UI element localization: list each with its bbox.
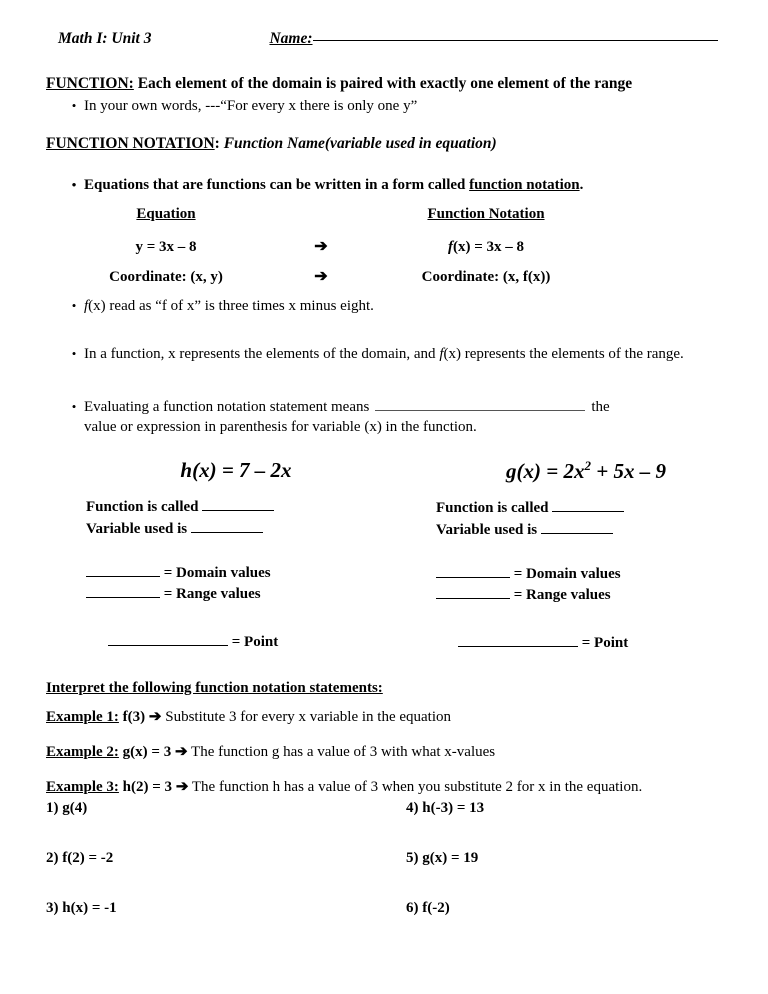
equation-g-exponent: 2: [584, 458, 591, 473]
domain-range-text-1: In a function, x represents the elements of the domain, and: [84, 346, 440, 362]
problem-row: [46, 850, 746, 900]
equation-g-part2: + 5x – 9: [590, 459, 666, 483]
label-range-values: = Range values: [513, 587, 611, 604]
bullet-marker: •: [71, 298, 77, 313]
bullet-marker: •: [71, 399, 77, 414]
label-point: = Point: [231, 634, 279, 650]
function-notation-heading: [46, 135, 746, 153]
h-domain-line: [86, 563, 396, 585]
table-header-row: [46, 206, 736, 236]
problem-item: 2) f(2) = -2: [46, 850, 114, 866]
bullet-text: In your own words, ---“For every x there is only one y”: [84, 98, 418, 114]
function-practice-columns: [46, 458, 746, 655]
example-label: Example 2:: [46, 744, 119, 760]
example-expression: h(2) = 3: [122, 779, 173, 795]
example-label: Example 3:: [46, 779, 119, 795]
equation-cell: y = 3x – 8: [135, 239, 197, 255]
g-range-line: [436, 585, 746, 607]
domain-range-bullet: [64, 345, 734, 365]
label-range-values: = Range values: [163, 586, 261, 603]
h-variable-used-line: [86, 519, 396, 541]
evaluating-text-3: value or expression in parenthesis for variable (x) in the function.: [84, 418, 477, 435]
function-definition: [46, 75, 746, 93]
h-point-line: [86, 632, 396, 654]
function-definition-text: Each element of the domain is paired with exactly one element of the range: [137, 75, 633, 92]
g-domain-line: [436, 564, 746, 586]
name-field-group: [269, 30, 718, 48]
column-header-function-notation: Function Notation: [427, 206, 545, 222]
problem-item: 5) g(x) = 19: [406, 850, 479, 866]
function-definition-bullet: [64, 97, 714, 117]
g-function-called-line: [436, 498, 746, 520]
function-letter: f: [439, 346, 444, 362]
h-function-called-line: [86, 497, 396, 519]
interpret-heading: Interpret the following function notation statements:: [46, 680, 383, 696]
arrow-icon: ➔: [174, 744, 188, 760]
function-notation-bullet: [64, 176, 729, 196]
coordinate-notation-cell: Coordinate: (x, f(x)): [421, 269, 551, 285]
table-row: [46, 266, 736, 296]
example-explanation: The function g has a value of 3 with what x-values: [191, 744, 496, 760]
problem-set: [46, 800, 746, 950]
name-write-in-line[interactable]: [313, 39, 718, 41]
g-domain-blank[interactable]: [436, 577, 510, 578]
read-as-bullet: [64, 297, 724, 317]
h-variable-blank[interactable]: [191, 532, 263, 533]
example-explanation: The function h has a value of 3 when you substitute 2 for x in the equation.: [191, 779, 643, 795]
domain-range-text-2: (x) represents the elements of the range.: [443, 346, 684, 362]
label-point: = Point: [581, 635, 629, 651]
function-notation-rest: (x) = 3x – 8: [452, 239, 525, 255]
table-row: [46, 236, 736, 266]
example-explanation: Substitute 3 for every x variable in the equation: [165, 709, 452, 725]
equation-g-part1: g(x) = 2x: [506, 459, 585, 483]
label-function-is-called: Function is called: [436, 500, 549, 516]
evaluating-bullet: [64, 398, 744, 438]
function-notation-term: FUNCTION NOTATION: [46, 135, 215, 152]
problem-item: 3) h(x) = -1: [46, 900, 117, 916]
example-row: [46, 780, 756, 795]
equation-h: h(x) = 7 – 2x: [180, 458, 292, 482]
function-notation-form: Function Name(variable used in equation): [223, 135, 497, 152]
coordinate-cell: Coordinate: (x, y): [109, 269, 223, 285]
arrow-icon: ➔: [148, 709, 162, 725]
bullet-marker: •: [71, 346, 77, 361]
problem-row: [46, 900, 746, 950]
h-domain-blank[interactable]: [86, 576, 160, 577]
page-header: [58, 30, 718, 48]
label-variable-used-is: Variable used is: [86, 520, 188, 537]
bullet-text-underlined: function notation: [469, 177, 580, 193]
bullet-marker: •: [71, 177, 77, 192]
problem-item: 4) h(-3) = 13: [406, 800, 485, 816]
equation-notation-table: [46, 206, 736, 296]
label-domain-values: = Domain values: [163, 564, 271, 581]
function-notation-cell: [356, 239, 616, 256]
h-point-blank[interactable]: [108, 645, 228, 646]
evaluating-text-2: the: [591, 399, 610, 415]
evaluating-text-1: Evaluating a function notation statement means: [84, 399, 370, 415]
g-point-line: [436, 633, 746, 655]
label-variable-used-is: Variable used is: [436, 521, 538, 538]
g-range-blank[interactable]: [436, 598, 510, 599]
read-as-text: (x) read as “f of x” is three times x minus eight.: [88, 298, 374, 314]
g-variable-blank[interactable]: [541, 533, 613, 534]
g-function-name-blank[interactable]: [552, 511, 624, 512]
problem-row: [46, 800, 746, 850]
g-point-blank[interactable]: [458, 646, 578, 647]
arrow-icon: ➔: [314, 238, 328, 255]
evaluating-blank[interactable]: [375, 410, 585, 411]
bullet-marker: •: [71, 98, 77, 113]
example-expression: f(3): [122, 709, 146, 725]
problem-item: 6) f(-2): [406, 900, 450, 916]
arrow-icon: ➔: [175, 779, 189, 795]
label-domain-values: = Domain values: [513, 565, 621, 582]
label-function-is-called: Function is called: [86, 499, 199, 515]
example-row: [46, 745, 756, 760]
problem-item: 1) g(4): [46, 800, 88, 816]
column-header-equation: Equation: [136, 206, 196, 222]
h-range-line: [86, 584, 396, 606]
function-definition-term: FUNCTION:: [46, 75, 134, 92]
g-variable-used-line: [436, 520, 746, 542]
h-range-blank[interactable]: [86, 597, 160, 598]
unit-title: Math I: Unit 3: [58, 30, 152, 47]
bullet-text-before: Equations that are functions can be written in a form called: [84, 177, 470, 193]
function-column-h: [46, 458, 396, 655]
arrow-icon: ➔: [314, 268, 328, 285]
h-function-name-blank[interactable]: [202, 510, 274, 511]
function-notation-colon: :: [214, 135, 220, 152]
example-row: [46, 710, 756, 725]
function-letter: f: [447, 239, 453, 255]
equation-g: [396, 458, 746, 484]
function-letter: f: [84, 298, 89, 314]
example-label: Example 1:: [46, 709, 119, 725]
function-column-g: [396, 458, 746, 655]
bullet-text-after: .: [579, 177, 584, 193]
example-expression: g(x) = 3: [122, 744, 172, 760]
name-label: Name:: [269, 30, 313, 47]
